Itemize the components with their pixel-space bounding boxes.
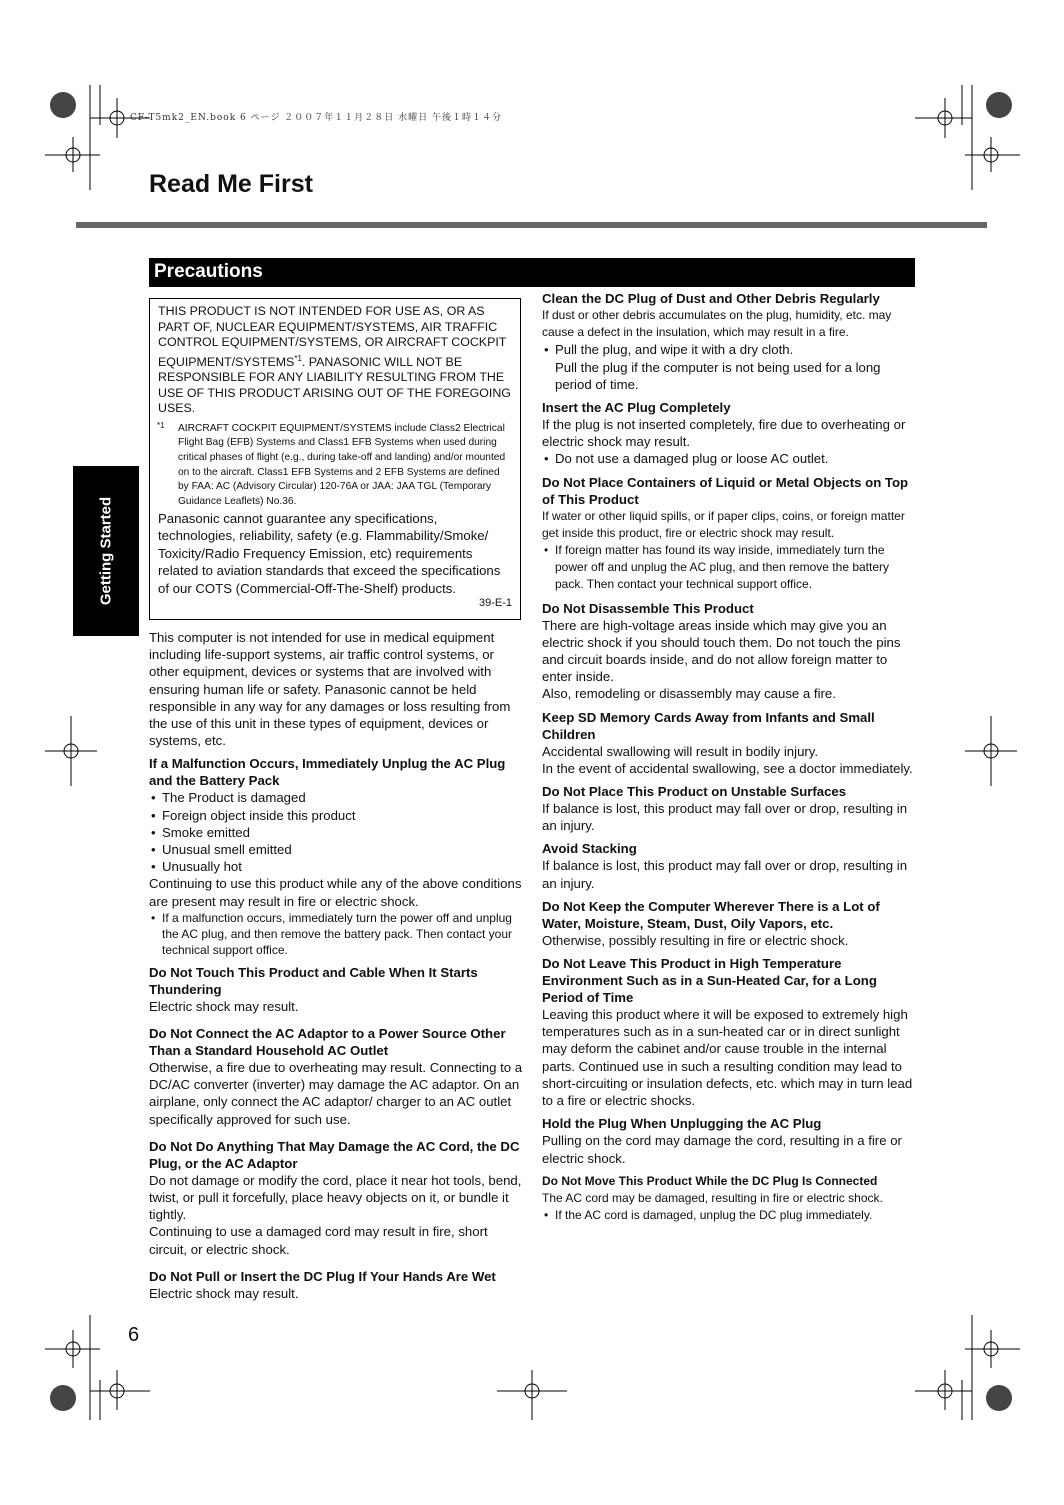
list-item: • Foreign object inside this product — [149, 807, 523, 824]
body-text: If dust or other debris accumulates on the plug, humidity, etc. may cause a defect in the insulation, which may result in a fire. — [542, 308, 892, 340]
section-heading: Do Not Keep the Computer Wherever There is a Lot of Water, Moisture, Steam, Dust, Oily Vapors, etc. — [542, 898, 880, 931]
section-heading: Do Not Place Containers of Liquid or Metal Objects on Top of This Product — [542, 474, 909, 507]
disassemble-section — [542, 600, 916, 703]
hold-section — [542, 1115, 916, 1166]
body-text: Pull the plug if the computer is not being used for a long period of time. — [555, 359, 881, 392]
section-heading: Do Not Disassemble This Product — [542, 600, 754, 616]
section-heading: Precautions — [149, 258, 915, 287]
body-text: Also, remodeling or disassembly may cause a fire. — [542, 686, 836, 702]
notice-code: 39-E-1 — [478, 597, 512, 610]
body-text: Do not damage or modify the cord, place it near hot tools, bend, twist, or pull it forcefully, place heavy objects on it, or bundle it tightly. — [149, 1172, 522, 1223]
body-text: Continuing to use a damaged cord may result in fire, short circuit, or electric shock. — [149, 1224, 488, 1257]
thunder-section — [149, 964, 523, 1015]
section-heading: Do Not Do Anything That May Damage the AC Cord, the DC Plug, or the AC Adaptor — [149, 1138, 520, 1171]
section-heading: Do Not Touch This Product and Cable When It Starts Thundering — [149, 964, 478, 997]
body-text: Accidental swallowing will result in bodily injury. — [542, 743, 819, 759]
water-section — [542, 898, 916, 949]
section-heading: If a Malfunction Occurs, Immediately Unplug the AC Plug and the Battery Pack — [149, 756, 506, 789]
body-text: Continuing to use this product while any of the above conditions are present may result in fire or electric shock. — [149, 876, 522, 909]
sd-section — [542, 709, 916, 777]
section-heading: Do Not Pull or Insert the DC Plug If Your Hands Are Wet — [149, 1268, 496, 1284]
list-item: • Do not use a damaged plug or loose AC outlet. — [542, 450, 916, 467]
section-heading: Insert the AC Plug Completely — [542, 400, 731, 416]
body-text: Pulling on the cord may damage the cord, resulting in a fire or electric shock. — [542, 1133, 902, 1166]
side-tab — [73, 466, 139, 636]
list-item: • The Product is damaged — [149, 789, 523, 806]
side-tab-label: Getting Started — [97, 496, 115, 606]
clean-section — [542, 290, 916, 393]
move-section — [542, 1173, 916, 1225]
insert-section — [542, 399, 916, 468]
heat-section — [542, 955, 916, 1109]
malfunction-list — [149, 789, 523, 875]
notice-footnote: *1 AIRCRAFT COCKPIT EQUIPMENT/SYSTEMS include Class2 Electrical Flight Bag (EFB) Systems and Class1 EFB Systems when used during critical phases of flight (e.g., during take-off and landing) and/or mounted on to the aircraft. Class1 EFB Systems and 2 EFB Systems are defined by FAA: AC (Advisory Circular) 120-76A or JAA: JAA TGL (Temporary Guidance Leaflets) No.36. — [157, 420, 506, 508]
list-item: • If a malfunction occurs, immediately turn the power off and unplug the AC plug, and then remove the battery pack. Then contact your technical support office. — [149, 910, 523, 958]
body-text: There are high-voltage areas inside which may give you an electric shock if you should touch them. Do not touch the pins and circuit boards inside, and do not allow foreign matter to enter inside. — [542, 617, 901, 685]
right-column — [542, 290, 916, 1230]
notice-disclaimer: Panasonic cannot guarantee any specifications, technologies, reliability, safety (e.g. Flammability/Smoke/ Toxicity/Radio Frequency Emission, etc) requirements related to aviation standards that exceed the specifications of our COTS (Commercial-Off-The-Shelf) products. — [158, 510, 501, 596]
cord-section — [149, 1138, 523, 1258]
section-heading: Do Not Place This Product on Unstable Surfaces — [542, 784, 847, 800]
body-text: Leaving this product where it will be exposed to extremely high temperatures such as in a sun-heated car or in direct sunlight may deform the cabinet and/or cause trouble in the internal parts. Continued use in such a resulting condition may lead to short-circuiting or insulation defects, etc. which may in turn lead to a fire or electric shocks. — [542, 1007, 913, 1109]
section-heading: Do Not Leave This Product in High Temperature Environment Such as in a Sun-Heated Car, for a Long Period of Time — [542, 956, 877, 1006]
body-text: If balance is lost, this product may fall over or drop, resulting in an injury. — [542, 801, 908, 834]
body-text: If the plug is not inserted completely, fire due to overheating or electric shock may result. — [542, 417, 906, 450]
left-column — [149, 629, 523, 1308]
body-text: The AC cord may be damaged, resulting in fire or electric shock. — [542, 1190, 883, 1205]
list-item: • Smoke emitted — [149, 824, 523, 841]
stacking-section — [542, 840, 916, 891]
body-text: Electric shock may result. — [149, 998, 299, 1014]
list-item: • Unusually hot — [149, 858, 523, 875]
page-title: Read Me First — [149, 170, 313, 198]
list-item: • Unusual smell emitted — [149, 841, 523, 858]
page-number: 6 — [128, 1324, 140, 1346]
section-heading: Do Not Move This Product While the DC Plug Is Connected — [542, 1173, 878, 1188]
body-text: Electric shock may result. — [149, 1285, 299, 1301]
section-heading: Do Not Connect the AC Adaptor to a Power Source Other Than a Standard Household AC Outlet — [149, 1026, 506, 1059]
list-item: • If foreign matter has found its way inside, immediately turn the power off and unplug the AC plug, and then remove the battery pack. Then contact your technical support office. — [542, 542, 916, 594]
body-text: Otherwise, a fire due to overheating may result. Connecting to a DC/AC converter (inverter) may damage the AC adaptor. On an airplane, only connect the AC adaptor/ charger to an AC outlet specifically approved for such use. — [149, 1060, 523, 1127]
section-heading: Hold the Plug When Unplugging the AC Plug — [542, 1116, 822, 1132]
containers-section — [542, 474, 916, 594]
wet-section — [149, 1268, 523, 1302]
body-text: Otherwise, possibly resulting in fire or electric shock. — [542, 932, 849, 948]
list-item: • Pull the plug, and wipe it with a dry cloth. — [542, 341, 916, 358]
body-text: In the event of accidental swallowing, see a doctor immediately. — [542, 760, 913, 776]
list-item: • If the AC cord is damaged, unplug the DC plug immediately. — [542, 1207, 916, 1224]
adaptor-section — [149, 1025, 523, 1128]
section-heading: Keep SD Memory Cards Away from Infants and Small Children — [542, 709, 875, 742]
body-text: If balance is lost, this product may fall over or drop, resulting in an injury. — [542, 858, 908, 891]
unstable-section — [542, 783, 916, 834]
notice-box — [149, 298, 521, 620]
section-heading: Avoid Stacking — [542, 841, 637, 857]
notice-caps: THIS PRODUCT IS NOT INTENDED FOR USE AS, OR AS PART OF, NUCLEAR EQUIPMENT/SYSTEMS, AIR TRAFFIC CONTROL EQUIPMENT/SYSTEMS, OR AIRCRAFT COCKPIT EQUIPMENT/SYSTEMS$^{*1}$. PANASONIC WILL NOT BE RESPONSIBLE FOR ANY LIABILITY RESULTING FROM THE USE OF THIS PRODUCT ARISING OUT OF THE FOREGOING USES. — [158, 304, 511, 416]
print-header: CF-T5mk2_EN.book 6 ページ ２００７年１１月２８日 水曜日 午後１時１４分 — [130, 113, 503, 123]
body-text: If water or other liquid spills, or if paper clips, coins, or foreign matter get inside this product, fire or electric shock may result. — [542, 508, 905, 540]
title-rule — [76, 222, 987, 228]
intro-paragraph: This computer is not intended for use in medical equipment including life-support systems, air traffic control systems, or other equipment, devices or systems that are involved with ensuring human life or safety. Panasonic cannot be held responsible in any way for any damages or loss resulting from the use of this unit in these types of equipment, devices or systems, etc. — [149, 630, 511, 749]
malfunction-section — [149, 755, 523, 957]
section-heading: Clean the DC Plug of Dust and Other Debris Regularly — [542, 291, 880, 306]
